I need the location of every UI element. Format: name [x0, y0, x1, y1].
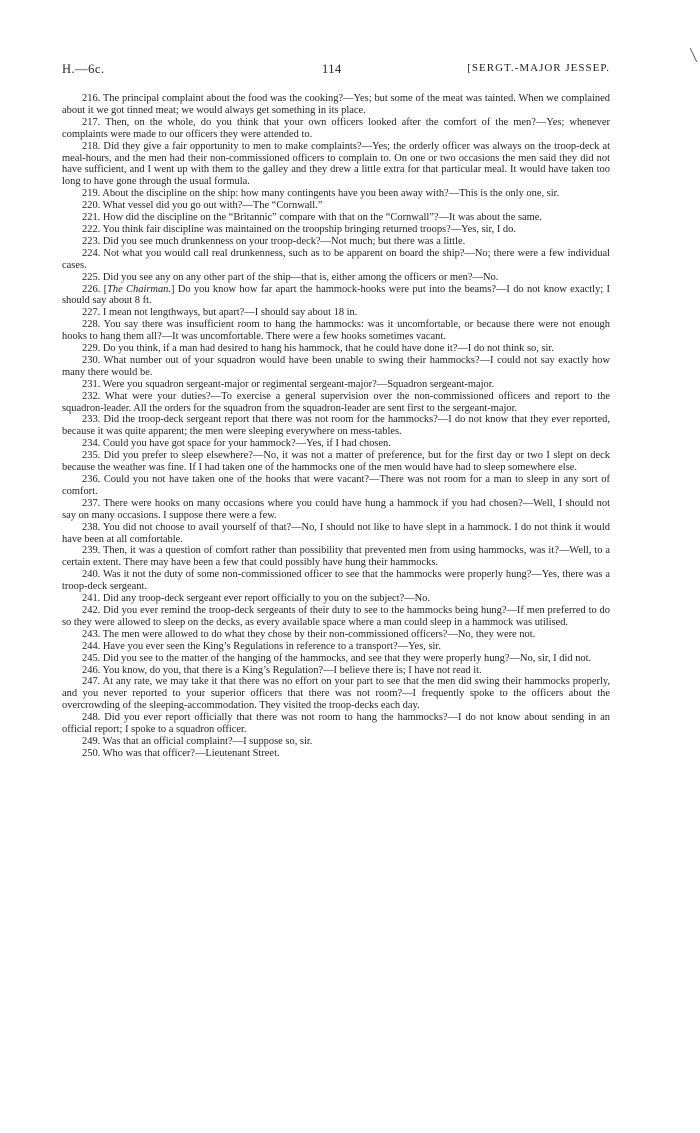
testimony-paragraph: 249. Was that an official complaint?—I suppose so, sir.: [82, 735, 313, 747]
testimony-paragraph: 248. Did you ever report officially that there was not room to hang the hammocks?—I do not know about sending in an official report; I spoke to a squadron officer.: [62, 712, 610, 736]
testimony-paragraph: 221. How did the discipline on the “Britannic” compare with that on the “Cornwall”?—It was about the same.: [82, 212, 542, 224]
testimony-paragraph: 216. The principal complaint about the food was the cooking?—Yes; but some of the meat was tainted. When we complained about it we got tinned meat; we would always get something in its place.: [62, 93, 610, 116]
testimony-paragraph: 229. Do you think, if a man had desired to hang his hammock, that he could have done it?—I do not think so, sir.: [82, 343, 554, 355]
testimony-paragraph: 230. What number out of your squadron would have been unable to swing their hammocks?—I could not say exactly how many there would be.: [62, 354, 610, 378]
testimony-paragraph: 232. What were your duties?—To exercise a general supervision over the non-commissioned officers and report to the squadron-leader. All the orders for the squadron from the squadron-leader are sent first to the sergeant-major.: [62, 390, 610, 414]
witness-name: [SERGT.-MAJOR JESSEP.: [467, 62, 610, 74]
testimony-paragraph: 234. Could you have got space for your hammock?—Yes, if I had chosen.: [82, 438, 391, 450]
testimony-paragraph: 222. You think fair discipline was maintained on the troopship bringing returned troops?—Yes, sir, I do.: [82, 223, 516, 235]
testimony-paragraph: 224. Not what you would call real drunkenness, such as to be apparent on board the ship?—No; there were a few individual cases.: [62, 247, 610, 271]
testimony-paragraph: 227. I mean not lengthways, but apart?—I should say about 18 in.: [82, 307, 358, 319]
testimony-paragraph: 238. You did not choose to avail yourself of that?—No, I should not like to have slept in a hammock. I do not think it would have been at all comfortable.: [62, 521, 610, 545]
testimony-paragraph: 239. Then, it was a question of comfort rather than possibility that prevented men from using hammocks, was it?—Well, to a certain extent. There may have been a few that could possibly have hung their hammocks.: [62, 545, 610, 569]
testimony-paragraph: 244. Have you ever seen the King’s Regulations in reference to a transport?—Yes, sir.: [82, 640, 441, 652]
page-header: [62, 62, 610, 80]
testimony-paragraph: 250. Who was that officer?—Lieutenant Street.: [82, 747, 280, 759]
testimony-paragraph: 242. Did you ever remind the troop-deck sergeants of their duty to see to the hammocks being hung?—If men preferred to do so they were allowed to sleep on the decks, as every available space where a man could sleep in a hammock was utilised.: [62, 604, 610, 628]
document-reference: H.—6c.: [62, 62, 105, 76]
testimony-paragraph: 225. Did you see any on any other part of the ship—that is, either among the officers or men?—No.: [82, 271, 499, 283]
testimony-paragraph: 228. You say there was insufficient room to hang the hammocks: was it uncomfortable, or because there were not enough hooks to hang them all?—It was uncomfortable. There were a few hooks sometimes vacant.: [62, 319, 610, 343]
testimony-paragraph: 226. [The Chairman.] Do you know how far apart the hammock-hooks were put into the beams?—I do not know exactly; I should say about 8 ft.: [62, 283, 610, 307]
page-corner-mark: [682, 48, 698, 62]
testimony-paragraph: 233. Did the troop-deck sergeant report that there was not room for the hammocks?—I do not know that they ever reported, because it was quite apparent; the men were sleeping everywhere on mess-tables.: [62, 414, 610, 438]
testimony-paragraph: 219. About the discipline on the ship: how many contingents have you been away with?—This is the only one, sir.: [82, 188, 560, 200]
testimony-paragraph: 245. Did you see to the matter of the hanging of the hammocks, and see that they were properly hung?—No, sir, I did not.: [82, 652, 592, 664]
testimony-paragraph: 231. Were you squadron sergeant-major or regimental sergeant-major?—Squadron sergeant-major.: [82, 378, 495, 390]
testimony-paragraph: 223. Did you see much drunkenness on your troop-deck?—Not much; but there was a little.: [82, 235, 466, 247]
speaker-name: The Chairman.: [107, 283, 172, 295]
testimony-paragraph: 247. At any rate, we may take it that there was no effort on your part to see that the men did swing their hammocks properly, and you never reported to your superior officers that there was not room?—I frequently spoke to the officers about the overcrowding of the sleeping-accommodation. They visited the troop-decks each day.: [62, 676, 610, 712]
testimony-paragraph: 220. What vessel did you go out with?—The “Cornwall.”: [82, 200, 323, 212]
page-number: 114: [322, 62, 342, 76]
testimony-paragraph: 236. Could you not have taken one of the hooks that were vacant?—There was not room for a man to sleep in any sort of comfort.: [62, 474, 610, 497]
testimony-paragraph: 241. Did any troop-deck sergeant ever report officially to you on the subject?—No.: [82, 593, 431, 605]
testimony-paragraph: 240. Was it not the duty of some non-commissioned officer to see that the hammocks were properly hung?—Yes, there was a troop-deck sergeant.: [62, 569, 610, 593]
testimony-paragraph: 218. Did they give a fair opportunity to men to make complaints?—Yes; the orderly officer was always on the troop-deck at meal-hours, and the men had their non-commissioned officers to complain to. On one or two occasions the men said they did not have sufficient, and I went up with them to the galley and they drew a little extra for that particular meal. It would have taken too long to have gone through the usual formula.: [62, 140, 610, 188]
testimony-paragraph: 217. Then, on the whole, do you think that your own officers looked after the comfort of the men?—Yes; whenever complaints were made to our officers they were attended to.: [62, 116, 610, 140]
testimony-body: [62, 93, 610, 760]
testimony-paragraph: 235. Did you prefer to sleep elsewhere?—No, it was not a matter of preference, but for the first day or two I slept on deck because the weather was fine. If I had taken one of the hammocks one of the men would have had to sleep somewhere else.: [62, 450, 610, 474]
testimony-paragraph: 237. There were hooks on many occasions where you could have hung a hammock if you had chosen?—Well, I should not say on many occasions. I suppose there were a few.: [62, 497, 610, 521]
testimony-paragraph: 243. The men were allowed to do what they chose by their non-commissioned officers?—No, they were not.: [82, 628, 536, 640]
testimony-paragraph: 246. You know, do you, that there is a King’s Regulation?—I believe there is; I have not read it.: [82, 664, 482, 676]
